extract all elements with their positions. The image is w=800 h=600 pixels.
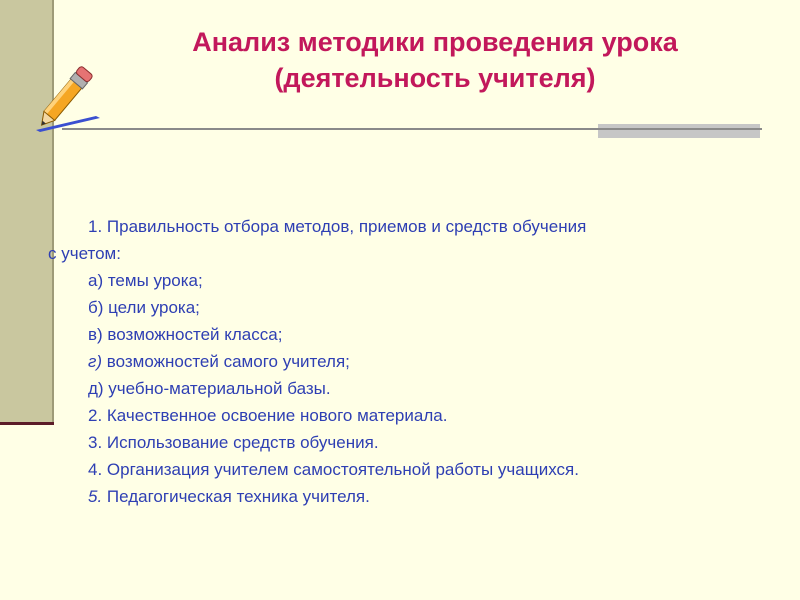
sub-item-v: в) возможностей класса; (88, 325, 283, 344)
pencil-icon (26, 56, 106, 136)
sub-item-a: а) темы урока; (88, 271, 203, 290)
slide-title (110, 24, 760, 96)
list-item-4: 4. Организация учителем самостоятельной работы учащихся. (88, 460, 579, 479)
list-item-1-continuation: с учетом: (48, 244, 121, 263)
sub-item-g (48, 348, 758, 375)
list-item-5 (48, 483, 758, 510)
slide-title-line-1: Анализ методики проведения урока (192, 27, 678, 57)
list-item-2: 2. Качественное освоение нового материала. (88, 406, 448, 425)
sub-item-g-text: возможностей самого учителя; (102, 352, 350, 371)
list-item-3: 3. Использование средств обучения. (88, 433, 379, 452)
slide-title-line-2: (деятельность учителя) (274, 63, 596, 93)
sub-item-b: б) цели урока; (88, 298, 200, 317)
divider-accent-bar (598, 124, 760, 138)
sub-item-g-marker: г) (88, 352, 103, 371)
left-band-bottom-line (0, 422, 54, 425)
sub-item-d: д) учебно-материальной базы. (88, 379, 331, 398)
list-item-5-text: Педагогическая техника учителя. (102, 487, 370, 506)
list-item-1: 1. Правильность отбора методов, приемов и средств обучения (88, 217, 587, 236)
divider-accent-line (598, 128, 760, 130)
criteria-list (48, 213, 758, 510)
list-item-5-marker: 5. (88, 487, 103, 506)
